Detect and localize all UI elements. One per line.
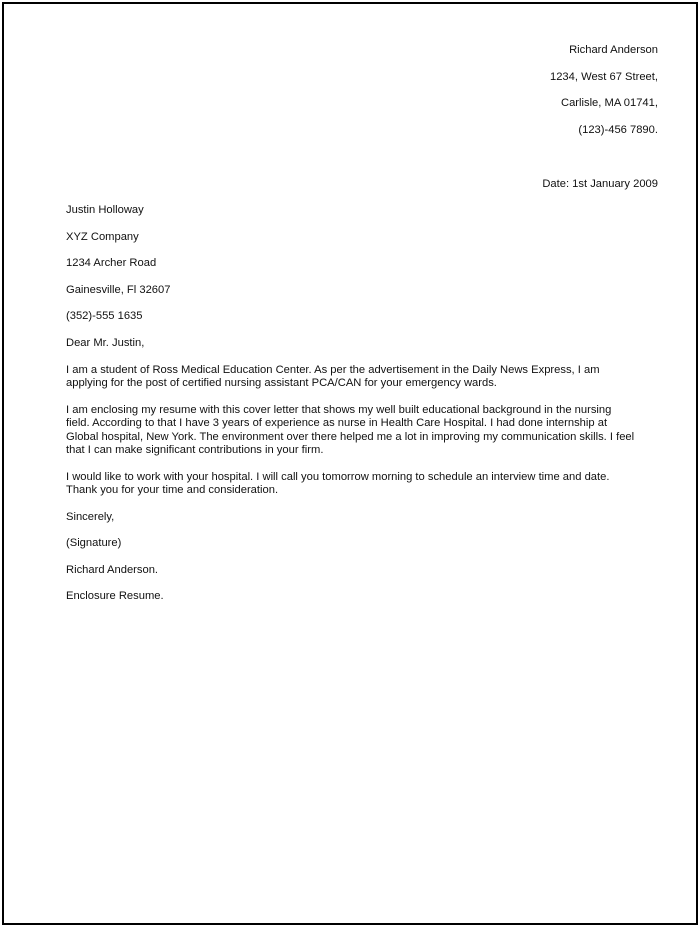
paragraph-line: Global hospital, New York. The environment over there helped me a lot in improving my communication skills. I feel (66, 430, 635, 443)
paragraph-experience (66, 404, 636, 458)
salutation: Dear Mr. Justin, (66, 336, 145, 349)
sender-city: Carlisle, MA 01741, (560, 97, 658, 109)
signature-placeholder: (Signature) (66, 537, 122, 550)
paragraph-line: that I can make significant contributions in your firm. (66, 444, 324, 457)
letter-page (2, 2, 698, 925)
recipient-company: XYZ Company (66, 230, 139, 243)
sender-phone: (123)-456 7890. (578, 123, 658, 136)
recipient-name: Justin Holloway (66, 204, 144, 216)
recipient-city: Gainesville, Fl 32607 (66, 283, 171, 296)
recipient-street: 1234 Archer Road (66, 257, 157, 270)
sender-street: 1234, West 67 Street, (549, 70, 658, 83)
letter-body (66, 204, 666, 617)
paragraph-line: Thank you for your time and consideration. (66, 484, 279, 497)
recipient-phone: (352)-555 1635 (66, 310, 143, 323)
paragraph-closing-request (66, 471, 636, 498)
letter-date: Date: 1st January 2009 (542, 178, 658, 190)
paragraph-intro (66, 364, 636, 391)
sender-address-block (550, 44, 658, 150)
paragraph-line: I am a student of Ross Medical Education Center. As per the advertisement in the Daily News Express, I am (66, 363, 600, 376)
paragraph-line: applying for the post of certified nursing assistant PCA/CAN for your emergency wards. (66, 377, 497, 390)
paragraph-line: field. According to that I have 3 years of experience as nurse in Health Care Hospital. I had done internship at (66, 417, 608, 430)
enclosure-note: Enclosure Resume. (66, 590, 164, 603)
paragraph-line: I would like to work with your hospital. I will call you tomorrow morning to schedule an interview time and date. (66, 470, 610, 483)
sender-name: Richard Anderson (569, 44, 658, 56)
signer-name: Richard Anderson. (66, 563, 159, 576)
paragraph-line: I am enclosing my resume with this cover letter that shows my well built educational background in the nursing (66, 403, 612, 416)
closing: Sincerely, (66, 510, 115, 523)
